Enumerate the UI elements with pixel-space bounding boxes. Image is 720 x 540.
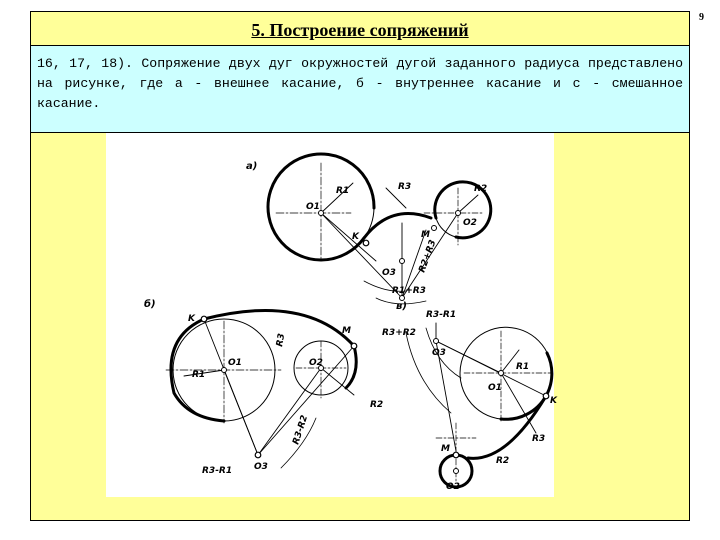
c-k-label: K [550, 396, 557, 406]
a-r3-label: R3 [398, 182, 412, 192]
title-bar [31, 12, 689, 46]
a-m-label: M [421, 230, 430, 240]
slide-title: 5. Построение сопряжений [251, 20, 469, 40]
c-r3-label: R3 [532, 434, 546, 444]
a-r1-label: R1 [336, 186, 350, 196]
c-r3r1-label: R3-R1 [426, 310, 457, 320]
a-o2-label: O2 [463, 218, 477, 228]
c-r1-label: R1 [516, 362, 530, 372]
figure-labels [144, 161, 558, 492]
a-r2r3-label: R2+R3 [417, 238, 439, 275]
c-r3r2-label: R3+R2 [382, 328, 416, 338]
b-r3-label: R3 [275, 332, 288, 348]
c-m-label: M [441, 444, 450, 454]
b-r1-label: R1 [192, 370, 206, 380]
b-k-label: K [188, 314, 195, 324]
b-o3-label: O3 [254, 462, 268, 472]
construction-figure [106, 133, 557, 497]
b-r3r1-label: R3-R1 [202, 466, 233, 476]
a-o1-label: O1 [306, 202, 320, 212]
body-paragraph: 16, 17, 18). Сопряжение двух дуг окружностей дугой заданного радиуса представлено на рисунке, где а - внешнее касание, б - внутреннее касание и с - смешанное касание. [37, 56, 683, 111]
c-o3-label: O3 [432, 348, 446, 358]
a-r2-label: R2 [474, 184, 488, 194]
c-o2-label: O2 [446, 482, 460, 492]
panel-c-label: в) [396, 301, 407, 312]
panel-c-drawing [406, 323, 552, 487]
a-r1r3-label: R1+R3 [392, 286, 426, 296]
b-o2-label: O2 [309, 358, 323, 368]
b-m-label: M [342, 326, 351, 336]
panel-b-drawing [166, 310, 357, 468]
text-panel [31, 46, 689, 133]
c-r2-label: R2 [496, 456, 510, 466]
page-number: 9 [699, 12, 704, 23]
a-k-label: K [352, 232, 359, 242]
a-o3-label: O3 [382, 268, 396, 278]
panel-a-label: а) [246, 161, 258, 172]
panel-a-drawing [268, 154, 491, 304]
construction-drawing [106, 133, 557, 497]
panel-b-label: б) [144, 299, 156, 310]
b-r2-label: R2 [370, 400, 384, 410]
b-r3r2-label: R3-R2 [291, 414, 311, 446]
c-o1-label: O1 [488, 383, 502, 393]
b-o1-label: O1 [228, 358, 242, 368]
